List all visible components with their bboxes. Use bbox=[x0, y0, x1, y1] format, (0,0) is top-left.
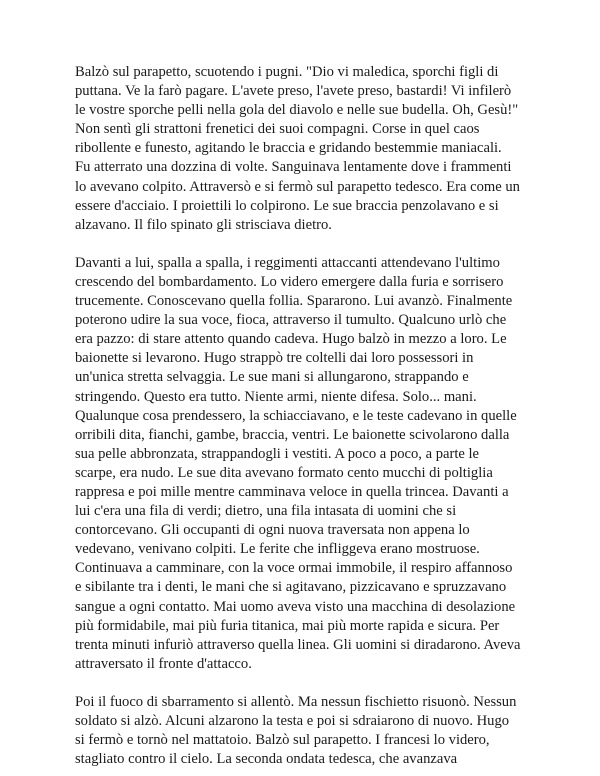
text-line: stringendo. Questo era tutto. Niente armi, niente difesa. Solo... mani. bbox=[75, 388, 477, 405]
text-line: puttana. Ve la farò pagare. L'avete preso, l'avete preso, bastardi! Vi infilerò bbox=[75, 83, 512, 100]
text-line: alzavano. Il filo spinato gli strisciava dietro. bbox=[75, 216, 332, 233]
text-line: lui c'era una fila di verdi; dietro, una fila intasata di uomini che si bbox=[75, 503, 457, 520]
text-line: scarpe, era nudo. Le sue dita avevano formato cento mucchi di poltiglia bbox=[75, 464, 493, 481]
text-line: Continuava a camminare, con la voce ormai immobile, il respiro affannoso bbox=[75, 560, 513, 577]
text-line: rappresa e poi mille mentre camminava veloce in quella trincea. Davanti a bbox=[75, 483, 509, 500]
text-line: si fermò e tornò nel mattatoio. Balzò sul parapetto. I francesi lo videro, bbox=[75, 732, 490, 749]
text-line: poterono udire la sua voce, fioca, attraverso il tumulto. Qualcuno urlò che bbox=[75, 312, 507, 329]
text-line: Non sentì gli strattoni frenetici dei suoi compagni. Corse in quel caos bbox=[75, 121, 480, 138]
text-line: trucemente. Conoscevano quella follia. Spararono. Lui avanzò. Finalmente bbox=[75, 293, 513, 310]
text-line: Fu atterrato una dozzina di volte. Sanguinava lentamente dove i frammenti bbox=[75, 159, 512, 176]
text-line: contorcevano. Gli occupanti di ogni nuova traversata non appena lo bbox=[75, 522, 470, 539]
text-line: soldato si alzò. Alcuni alzarono la testa e poi si sdraiarono di nuovo. Hugo bbox=[75, 713, 510, 729]
text-line: un'unica stretta selvaggia. Le sue mani si allungarono, strappando e bbox=[75, 369, 469, 386]
text-line: vedevano, venivano colpiti. Le ferite che infliggeva erano mostruose. bbox=[75, 541, 480, 558]
text-line: sangue a ogni contatto. Mai uomo aveva visto una macchina di desolazione bbox=[75, 598, 516, 615]
paragraph-2 bbox=[75, 254, 533, 674]
document-page bbox=[75, 63, 533, 769]
text-line: attraversato il fronte d'attacco. bbox=[75, 655, 252, 672]
text-line: Davanti a lui, spalla a spalla, i reggimenti attaccanti attendevano l'ultimo bbox=[75, 254, 500, 271]
text-line: ribollente e funesto, agitando le braccia e gridando bestemmie maniacali. bbox=[75, 140, 502, 157]
text-line: era pazzo: di stare attento quando cadeva. Hugo balzò in mezzo a loro. Le bbox=[75, 331, 507, 348]
text-line: lo avevano colpito. Attraversò e si fermò sul parapetto tedesco. Era come un bbox=[75, 178, 520, 195]
text-line: trenta minuti infuriò attraverso quella linea. Gli uomini si diradarono. Aveva bbox=[75, 636, 521, 653]
text-line: Qualunque cosa prendessero, la schiacciavano, e le teste cadevano in quelle bbox=[75, 407, 517, 424]
text-line: crescendo del bombardamento. Lo videro emergere dalla furia e sorrisero bbox=[75, 273, 504, 290]
text-line: sua pelle abbronzata, strappandogli i vestiti. A poco a poco, a parte le bbox=[75, 445, 480, 462]
text-line: orribili dita, fianchi, gambe, braccia, ventri. Le baionette scivolarono dalla bbox=[75, 426, 510, 443]
text-line: Poi il fuoco di sbarramento si allentò. Ma nessun fischietto risuonò. Nessun bbox=[75, 693, 517, 710]
text-line: baionette si levarono. Hugo strappò tre coltelli dai loro possessori in bbox=[75, 350, 474, 367]
text-line: le vostre sporche pelli nella gola del diavolo e nelle sue budella. Oh, Gesù!" bbox=[75, 102, 519, 119]
text-line: essere d'acciaio. I proiettili lo colpirono. Le sue braccia penzolavano e si bbox=[75, 197, 499, 214]
paragraph-3 bbox=[75, 693, 533, 769]
text-line: Balzò sul parapetto, scuotendo i pugni. "Dio vi maledica, sporchi figli di bbox=[75, 64, 499, 80]
paragraph-1 bbox=[75, 63, 533, 235]
text-line: e sibilante tra i denti, le mani che si agitavano, pizzicavano e spruzzavano bbox=[75, 579, 507, 596]
text-line: più formidabile, mai più furia titanica, mai più morte rapida e sicura. Per bbox=[75, 617, 500, 634]
text-line: stagliato contro il cielo. La seconda ondata tedesca, che avanzava bbox=[75, 751, 458, 768]
